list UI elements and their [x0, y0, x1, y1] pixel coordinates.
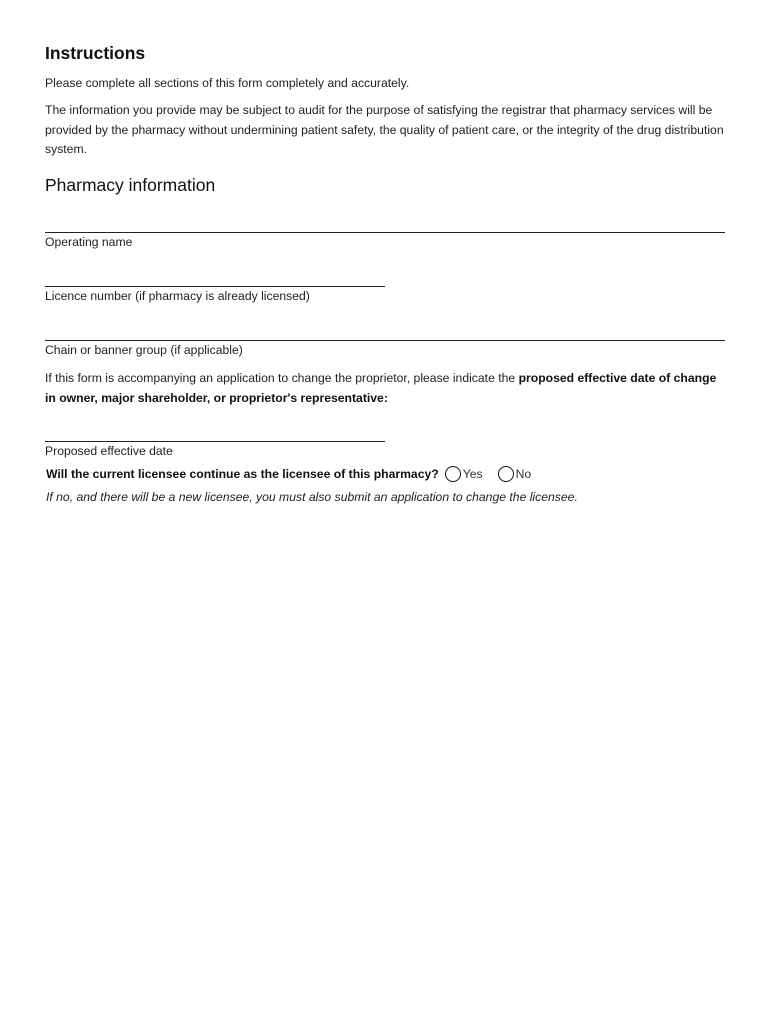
new-licensee-note: If no, and there will be a new licensee, you must also submit an application to change the licensee. — [46, 490, 578, 504]
instructions-paragraph-1: Please complete all sections of this form completely and accurately. — [45, 76, 410, 90]
chain-group-field[interactable] — [45, 340, 725, 341]
operating-name-field[interactable] — [45, 232, 725, 233]
change-intro-text: If this form is accompanying an application to change the proprietor, please indicate the — [45, 371, 519, 385]
change-proprietor-instruction — [45, 369, 725, 408]
effective-date-label: Proposed effective date — [45, 444, 173, 458]
instructions-heading: Instructions — [45, 43, 146, 63]
licence-number-label: Licence number (if pharmacy is already licensed) — [45, 289, 310, 303]
licensee-question-row — [46, 466, 531, 482]
instructions-paragraph-2: The information you provide may be subject to audit for the purpose of satisfying the registrar that pharmacy services will be provided by the pharmacy without undermining patient safety, the quality of patient care, or the integrity of the drug distribution system. — [45, 103, 724, 156]
radio-no[interactable] — [498, 466, 532, 482]
pharmacy-information-heading: Pharmacy information — [45, 175, 216, 195]
operating-name-label: Operating name — [45, 235, 133, 249]
chain-group-label: Chain or banner group (if applicable) — [45, 343, 243, 357]
change-bold-text: proposed effective date of change in owner, major shareholder, or proprietor's representative: — [45, 371, 717, 405]
licence-number-field[interactable] — [45, 286, 385, 287]
effective-date-field[interactable] — [45, 441, 385, 442]
radio-yes[interactable] — [445, 466, 483, 482]
radio-yes-circle-icon[interactable] — [445, 466, 461, 482]
licensee-question-text: Will the current licensee continue as the licensee of this pharmacy? — [46, 467, 439, 481]
radio-no-circle-icon[interactable] — [498, 466, 514, 482]
radio-yes-label: Yes — [462, 467, 483, 481]
radio-no-label: No — [515, 467, 532, 481]
